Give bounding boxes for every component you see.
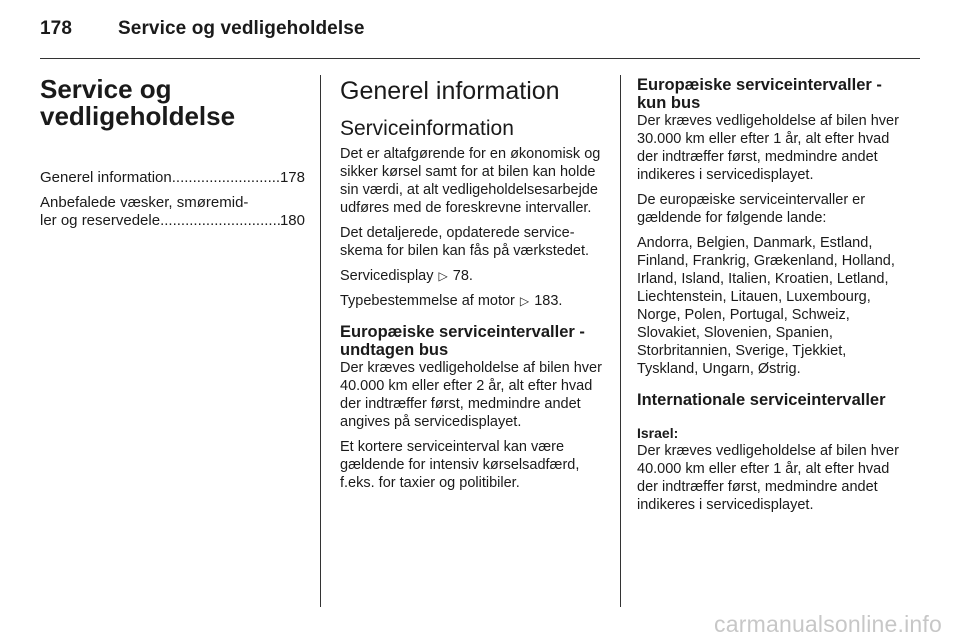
paragraph-bus-interval: Der kræves vedligeholdelse af bilen hver 30.000 km eller efter 1 år, alt efter hvad der indtræffer først, medmindre andet indikeres i servicedisplayet. [637, 113, 899, 183]
paragraph-schedule: Det detaljerede, opdaterede serviceskema for bilen kan fås på værkstedet. [340, 225, 590, 259]
toc-entry-text-line1: Anbefalede væsker, smøremid- [40, 194, 249, 211]
column-toc [40, 76, 305, 237]
toc-leader [160, 212, 280, 230]
ref-text: Typebestemmelse af motor [340, 293, 515, 309]
heading-eu-intervals-excl-bus: Europæiske serviceintervaller - undtagen bus [340, 323, 585, 359]
column-intervals [637, 76, 905, 521]
paragraph-short-interval: Et kortere serviceinterval kan være gældende for intensiv kørselsadfærd, f.eks. for taxier og politibiler. [340, 439, 580, 491]
page-number: 178 [40, 18, 73, 39]
header-divider [40, 58, 920, 59]
paragraph-israel-interval: Der kræves vedligeholdelse af bilen hver 40.000 km eller efter 1 år, alt efter hvad der indtræffer først, medmindre andet indikeres i servicedisplayet. [637, 443, 899, 513]
heading-eu-intervals-bus: Europæiske serviceintervaller - kun bus [637, 76, 882, 112]
subsection-title: Serviceinformation [340, 117, 514, 140]
toc-entry-generel[interactable] [40, 169, 305, 187]
paragraph-eu-interval: Der kræves vedligeholdelse af bilen hver 40.000 km eller efter 2 år, alt efter hvad der indtræffer først, medmindre andet angives på servicedisplayet. [340, 360, 602, 430]
toc-entry-text: Generel information [40, 169, 172, 186]
toc-leader [172, 169, 280, 187]
running-title: Service og vedligeholdelse [118, 18, 365, 39]
page-header [40, 18, 920, 40]
page-ref-arrow-icon: ▷ [438, 269, 448, 283]
page-ref-arrow-icon: ▷ [519, 294, 530, 308]
section-title: Generel information [340, 77, 560, 105]
paragraph-countries-intro: De europæiske serviceintervaller er gældende for følgende lande: [637, 192, 866, 226]
toc-entry-page: 180 [279, 212, 305, 229]
column-general-info [340, 76, 605, 499]
toc-entry-vaesker[interactable] [40, 194, 305, 230]
ref-page-link[interactable]: 183. [534, 293, 563, 309]
paragraph-country-list: Andorra, Belgien, Danmark, Estland, Finland, Frankrig, Grækenland, Holland, Irland, Island, Italien, Kroatien, Letland, Liechtenstein, Litauen, Luxembourg, Norge, Polen, Portugal, Schweiz, Slovakiet, Slovenien, Spanien, Storbritannien, Sverige, Tjekkiet, Tyskland, Ungarn, Østrig. [637, 235, 895, 377]
paragraph-maintenance: Det er altafgørende for en økonomisk og sikker kørsel samt for at bilen kan holde sin værdi, at alt vedligeholdelsesarbejde udføres med de foreskrevne intervaller. [340, 146, 601, 216]
ref-text: Servicedisplay [340, 268, 434, 284]
watermark: carmanualsonline.info [714, 611, 942, 637]
column-divider-2 [620, 75, 621, 607]
toc-entry-page: 178 [279, 169, 305, 186]
paragraph-servicedisplay-ref [340, 267, 605, 285]
toc-entry-text-line2: ler og reservedele [40, 212, 161, 229]
chapter-title: Service og vedligeholdelse [40, 74, 236, 131]
paragraph-engine-ref [340, 292, 605, 310]
label-israel: Israel: [637, 425, 679, 441]
heading-international-intervals: Internationale serviceintervaller [637, 391, 886, 409]
ref-page-link[interactable]: 78. [452, 268, 473, 284]
column-divider-1 [320, 75, 321, 607]
